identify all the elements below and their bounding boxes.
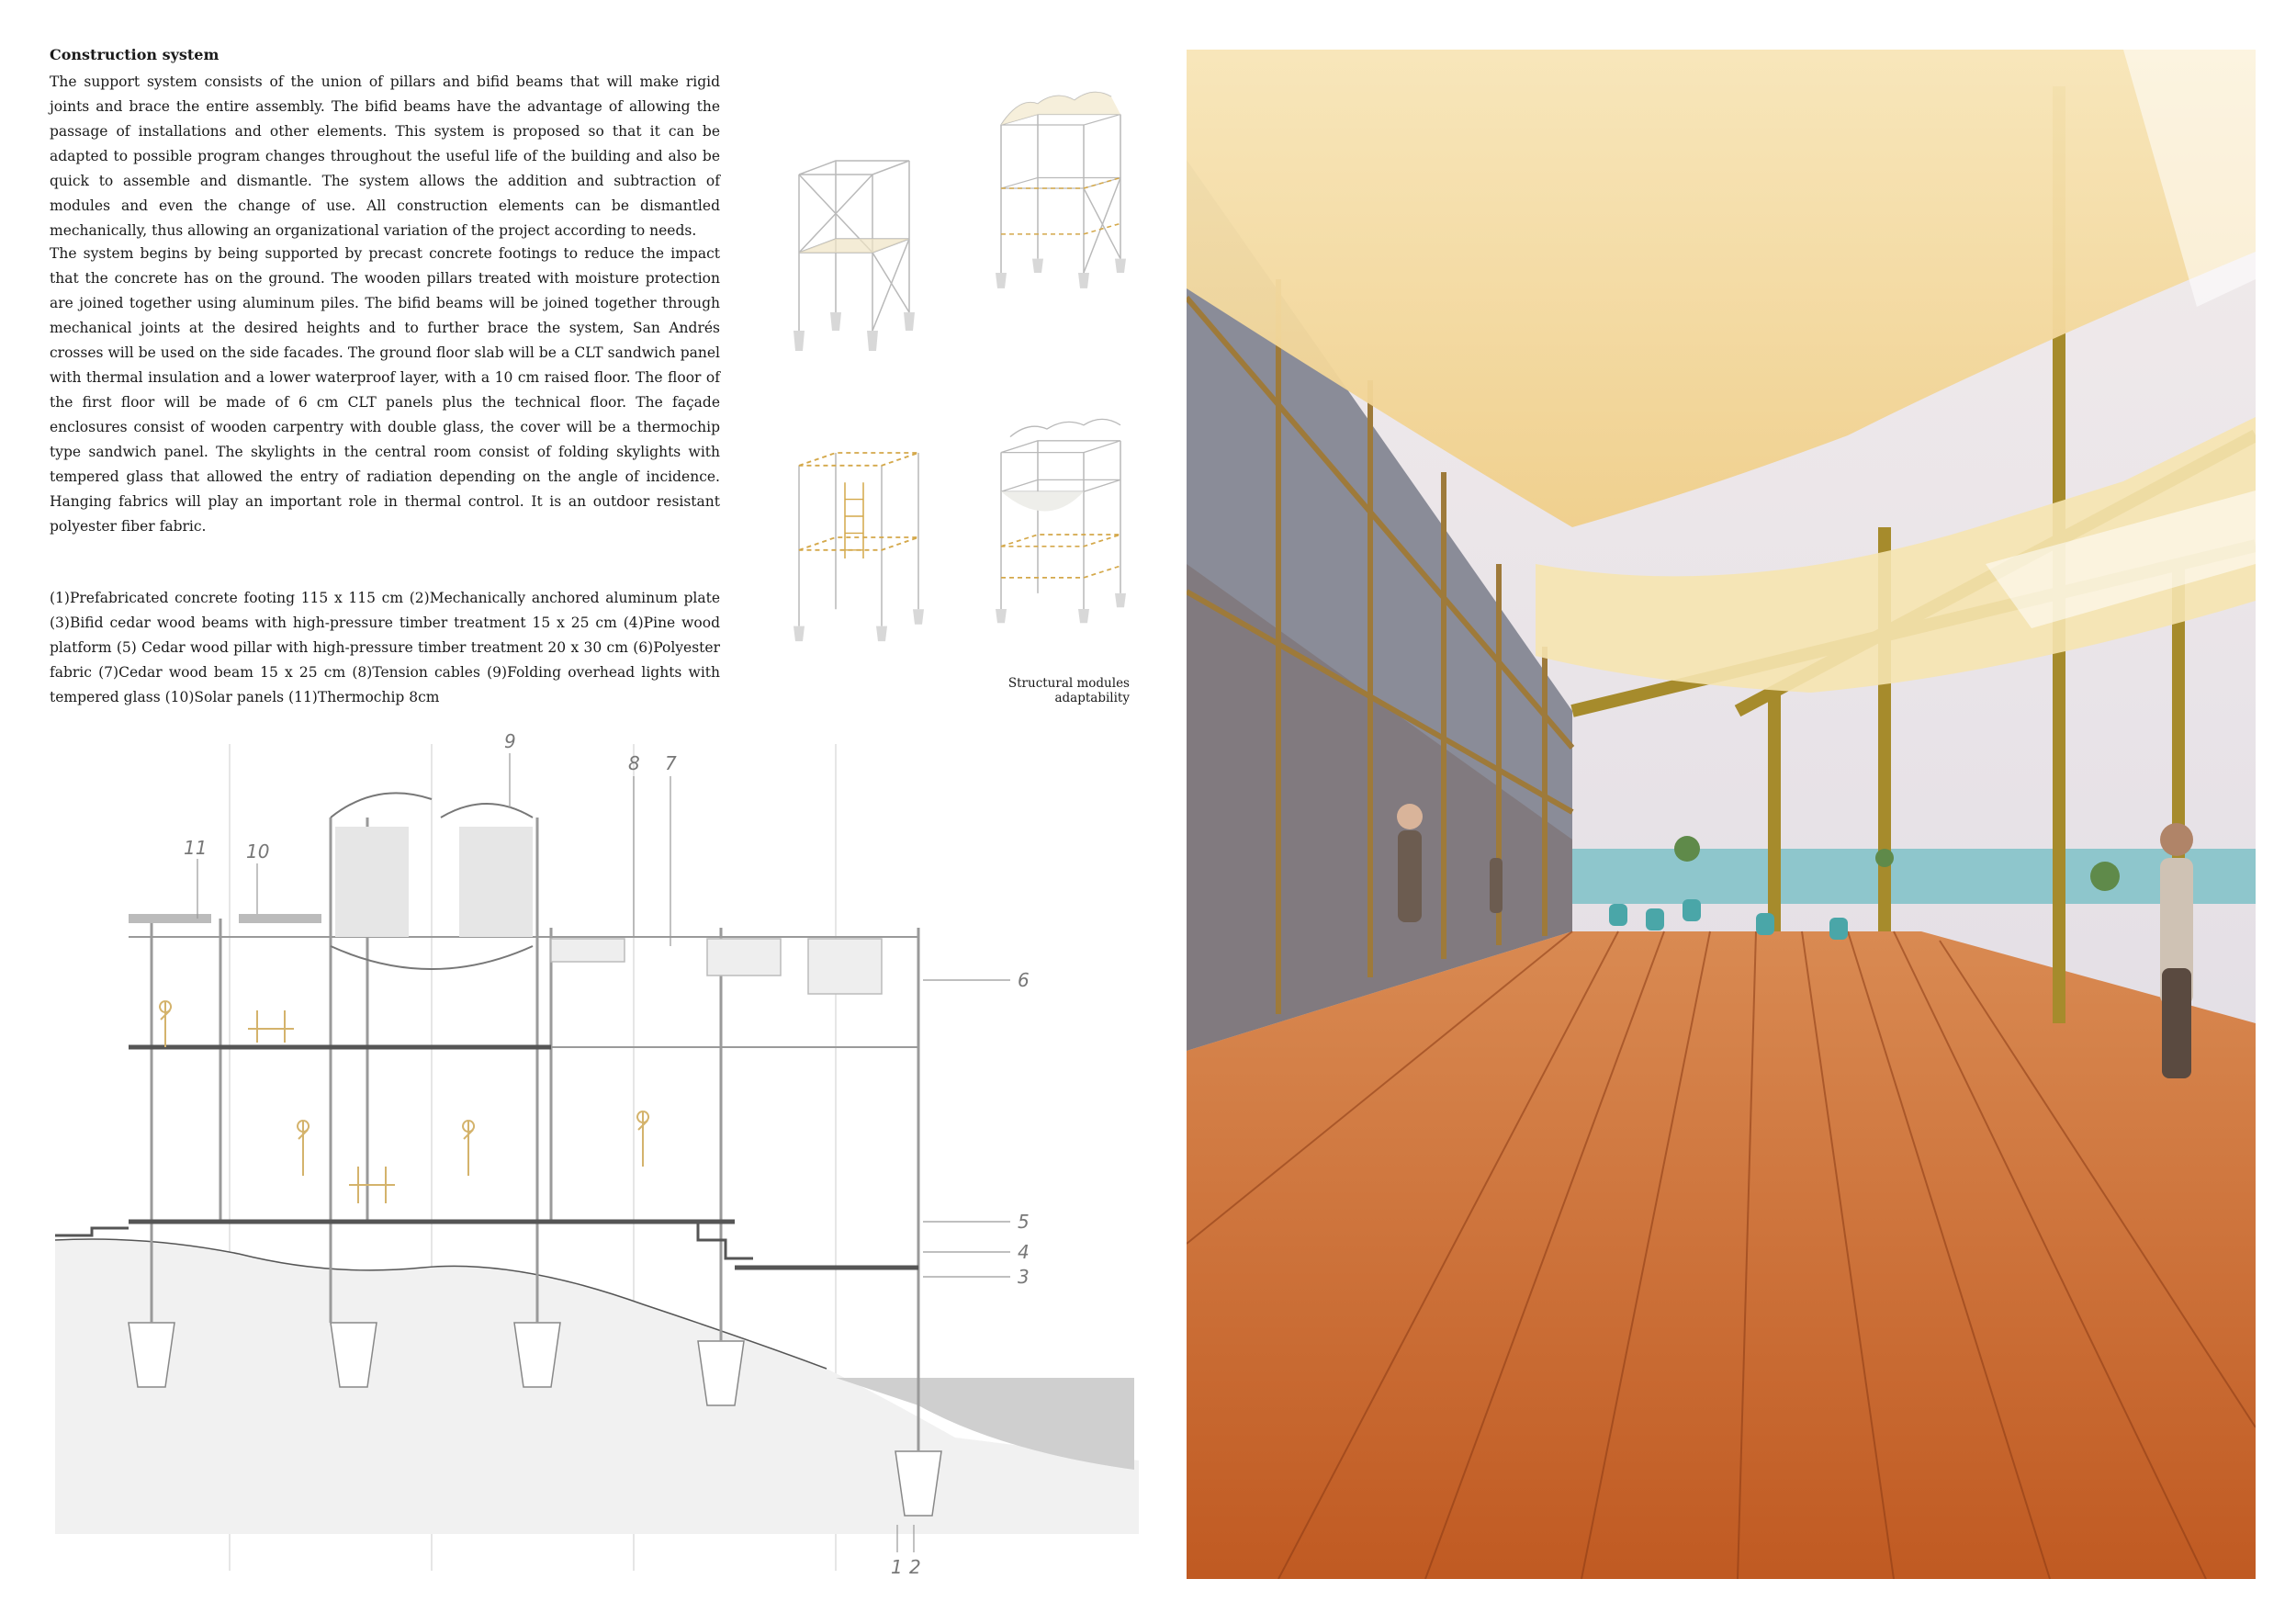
description-paragraph-2: The system begins by being supported by precast concrete footings to reduce the impact that the concrete has on the ground. The wooden pillars treated with moisture protection are joined together using aluminum piles. The bifid beams will be joined together through mechanical joints at the desired heights and to further brace the system, San Andrés crosses will be used on the side facades. The ground floor slab will be a CLT sandwich panel with thermal insulation and a lower waterproof layer, with a 10 cm raised floor. The floor of the first floor will be made of 6 cm CLT panels plus the technical floor. The façade enclosures consist of wooden carpentry with double glass, the cover will be a thermochip type sandwich panel. The skylights in the central room consist of folding skylights with tempered glass that allowed the entry of radiation depending on the angle of incidence. Hanging fabrics will play an important role in thermal control. It is an outdoor resistant polyester fiber fabric. — [50, 245, 720, 535]
interior-rendering — [1187, 50, 2256, 1579]
module-diagram-stair — [781, 432, 955, 643]
section-label-8: 8 — [628, 752, 640, 774]
section-label-10: 10 — [246, 840, 270, 863]
section-label-11: 11 — [184, 837, 208, 859]
section-label-3: 3 — [1018, 1266, 1030, 1288]
modules-caption: Structural modules adaptability — [1007, 676, 1130, 705]
section-label-6: 6 — [1018, 969, 1030, 991]
building-section-drawing — [37, 726, 1139, 1589]
description-paragraph-1: The support system consists of the union of pillars and bifid beams that will make rigid joints and brace the entire assembly. The bifid beams have the advantage of allowing the passage of installations and other elements. This system is proposed so that it can be adapted to possible program changes throughout the useful life of the building and also be quick to assemble and dismantle. The system allows the addition and subtraction of modules and even the change of use. All construction elements can be dismantled mechanically, thus allowing an organizational variation of the project according to needs. — [50, 73, 720, 239]
module-diagram-canopy — [974, 413, 1148, 625]
section-heading: Construction system — [50, 46, 219, 63]
timber-deck — [1187, 931, 2256, 1579]
module-diagram-basic — [781, 147, 955, 358]
section-label-5: 5 — [1018, 1211, 1030, 1233]
section-label-1: 1 — [891, 1556, 903, 1578]
legend-text: (1)Prefabricated concrete footing 115 x 115 cm (2)Mechanically anchored aluminum plate (3)Bifid cedar wood beams with high-pressure timber treatment 15 x 25 cm (4)Pine wood platform (5) Cedar wood pillar with high-pressure timber treatment 20 x 30 cm (6)Polyester fabric (7)Cedar wood beam 15 x 25 cm (8)Tension cables (9)Folding overhead lights with tempered glass (10)Solar panels (11)Thermochip 8cm — [50, 590, 720, 705]
section-label-4: 4 — [1018, 1241, 1030, 1263]
section-label-9: 9 — [504, 730, 516, 752]
section-label-7: 7 — [665, 752, 677, 774]
section-label-2: 2 — [909, 1556, 921, 1578]
module-diagram-roof — [974, 83, 1148, 294]
